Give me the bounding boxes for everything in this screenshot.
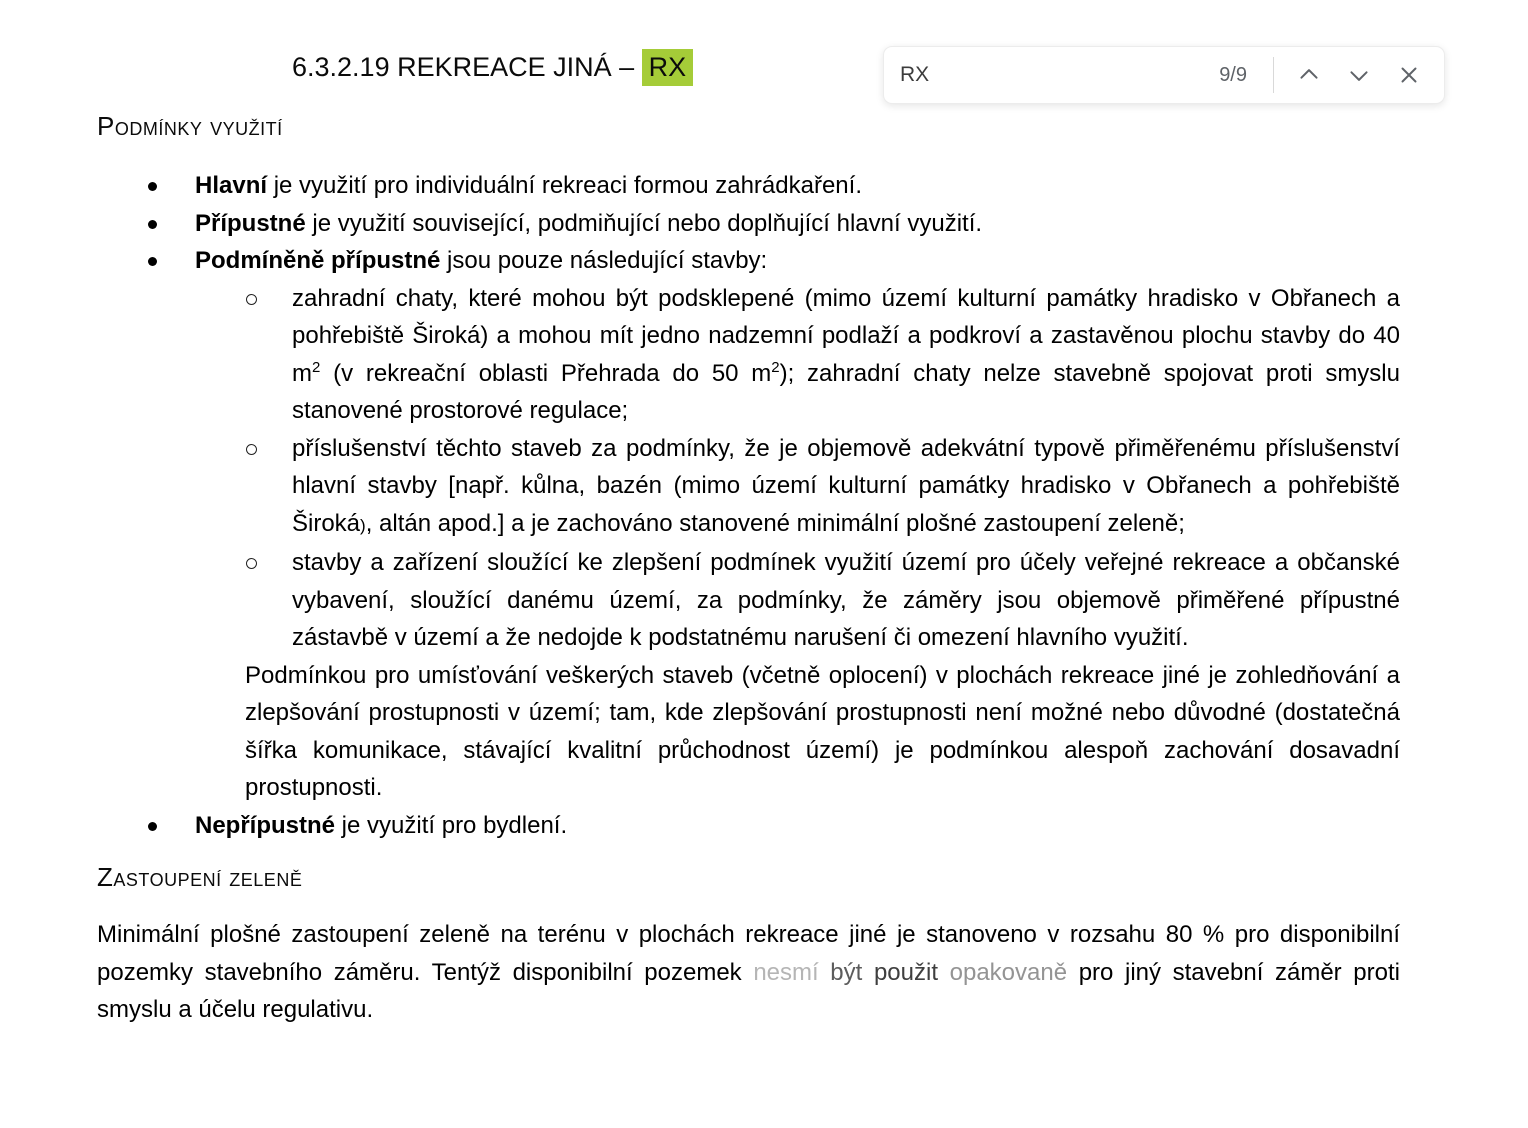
sub-bullet-text: stavby a zařízení sloužící ke zlepšení podmínek využití území pro účely veřejné rekreace a občanské vybavení, sloužící danému území, za podmínky, že záměry jsou objemově přiměřené přípustné zástavbě v území a že nedojde k podstatnému narušení či omezení hlavního využití. (292, 549, 1400, 651)
section-title-text: 6.3.2.19 REKREACE JINÁ – (292, 52, 642, 82)
find-bar (883, 46, 1445, 104)
superscript: 2 (312, 358, 321, 376)
circle-bullet-icon (246, 444, 257, 455)
bullet-bold-text: Hlavní (195, 172, 268, 199)
faded-word: nesmí (753, 958, 831, 986)
bullet-text: jsou pouze následující stavby: (440, 247, 768, 274)
paragraph-text: Minimální plošné zastoupení zeleně na terénu v plochách rekreace jiné je stanoveno v rozsahu 80 % pro disponibilní pozemky stavebního záměru. Tentýž disponibilní pozemek (97, 921, 1400, 986)
circle-bullet-icon (246, 294, 257, 305)
sub-bullet-text: , altán apod.] a je zachováno stanovené minimální plošné zastoupení zeleně; (365, 509, 1185, 537)
sub-list-item-zahradni-chaty (97, 280, 1400, 430)
list-item-podminene-pripustne (97, 242, 1400, 280)
bullet-bold-text: Podmíněně přípustné (195, 247, 441, 274)
sub-bullet-text: příslušenství těchto staveb za podmínky, že je objemově adekvátní typově přiměřenému příslušenství hlavní stavby [např. kůlna, bazén (mimo území kulturní památky hradisko v Obřanech a pohřebiště Široká (292, 434, 1400, 537)
sub-bullet-text: zahradní chaty, které mohou být podsklepené (mimo území kulturní památky hradisko v Obřanech a pohřebiště Široká) a mohou mít jedno nadzemní podlaží a podkroví a zastavěnou plochu stavby do 40 m (292, 284, 1400, 387)
sub-list-item-prislusenstvi (97, 430, 1400, 545)
list-item-hlavni (97, 167, 1400, 205)
bullet-icon (148, 822, 157, 831)
list-item-pripustne (97, 205, 1400, 243)
circle-bullet-icon (246, 558, 257, 569)
chevron-up-icon (1296, 62, 1322, 88)
bullet-bold-text: Nepřípustné (195, 811, 336, 839)
next-match-button[interactable] (1334, 52, 1384, 98)
paragraph-podminkou: Podmínkou pro umísťování veškerých staveb (včetně oplocení) v plochách rekreace jiné je zohledňování a zlepšování prostupnosti v území; tam, kde zlepšování prostupnosti není možné nebo důvodné (dostatečná šířka komunikace, stávající kvalitní průchodnost území) je podmínkou alespoň zachování dosavadní prostupnosti. (245, 661, 1400, 801)
paragraph-text: pro jiný stavební záměr proti smyslu a účelu regulativu. (97, 958, 1400, 1023)
bullet-icon (148, 220, 157, 229)
find-input[interactable]: RX (900, 63, 930, 86)
find-bar-divider (1273, 57, 1274, 93)
search-match-highlight: RX (642, 49, 694, 86)
bullet-bold-text: Přípustné (195, 209, 306, 237)
close-find-button[interactable] (1384, 52, 1434, 98)
sub-list-item-stavby-a-zarizeni (97, 544, 1400, 657)
faded-word: použit (873, 958, 950, 986)
heading-podminky-vyuziti: Podmínky využití (97, 111, 283, 141)
bullet-text: je využití pro bydlení. (335, 811, 568, 839)
document-body (97, 111, 1400, 1029)
small-parenthesis: ) (360, 515, 366, 535)
previous-match-button[interactable] (1284, 52, 1334, 98)
paragraph-minimalni-plosne (97, 916, 1400, 1029)
sub-bullet-text: ); zahradní chaty nelze stavebně spojovat proti smyslu stanovené prostorové regulace; (292, 359, 1400, 424)
sub-bullet-text: (v rekreační oblasti Přehrada do 50 m (320, 359, 772, 387)
faded-word: opakovaně (949, 958, 1079, 986)
close-icon (1396, 62, 1422, 88)
bullet-icon (148, 182, 157, 191)
faded-word: být (830, 958, 874, 986)
bullet-icon (148, 257, 157, 266)
match-counter: 9/9 (1219, 63, 1247, 86)
heading-zastoupeni-zelene: Zastoupení zeleně (97, 862, 303, 892)
bullet-text: je využití související, podmiňující nebo doplňující hlavní využití. (305, 209, 983, 237)
section-title (292, 49, 693, 85)
list-item-nepripustne (97, 807, 1400, 845)
chevron-down-icon (1346, 62, 1372, 88)
superscript: 2 (771, 358, 780, 376)
bullet-text: je využití pro individuální rekreaci formou zahrádkaření. (267, 172, 862, 199)
